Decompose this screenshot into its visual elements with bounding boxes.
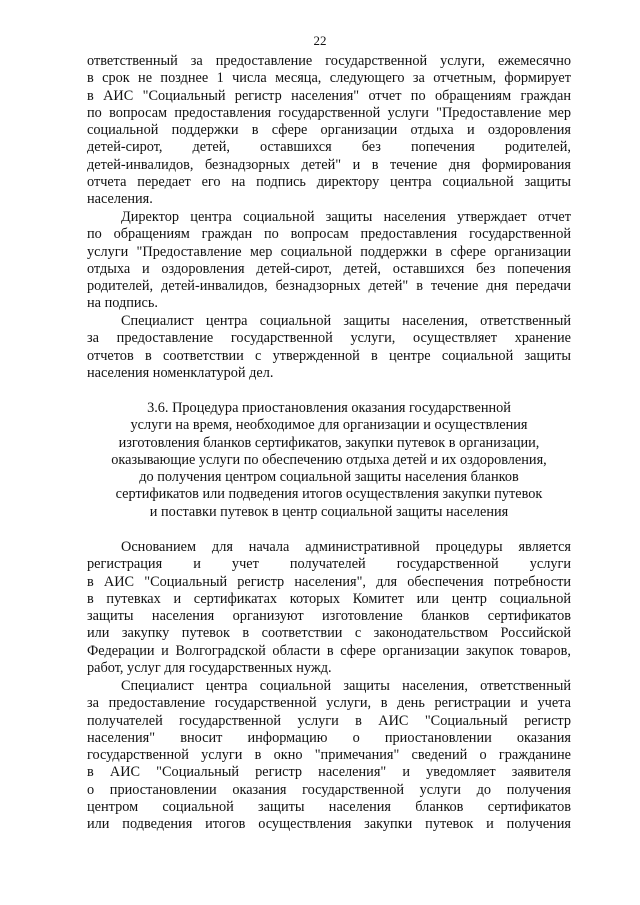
text-line: родителей, детей-инвалидов, безнадзорных детей" в течение дня передачи xyxy=(87,278,571,295)
text-line: о приостановлении оказания государственной услуги до получения xyxy=(87,781,571,798)
heading-line: и поставки путевок в центр социальной защиты населения xyxy=(149,503,509,520)
text-line: по вопросам предоставления государственной услуги "Предоставление мер xyxy=(87,104,571,121)
text-line: услуги "Предоставление мер социальной поддержки в сфере организации xyxy=(87,243,571,260)
text-line: Специалист центра социальной защиты населения, ответственный xyxy=(121,313,571,329)
text-line: в АИС "Социальный регистр населения" и уведомляет заявителя xyxy=(87,764,571,781)
heading-line: услуги на время, необходимое для организации и осуществления xyxy=(130,417,528,434)
text-line: социальной поддержки в сфере организации отдыха и оздоровления xyxy=(87,122,571,139)
text-line: регистрация и учет получателей государственной услуги xyxy=(87,556,571,573)
text-line: за предоставление государственной услуги, осуществляет хранение xyxy=(87,330,571,347)
text-line: на подпись. xyxy=(87,295,158,312)
text-line: Директор центра социальной защиты населения утверждает отчет xyxy=(121,209,571,225)
text-line: Федерации и Волгоградской области в сфере организации закупок товаров, xyxy=(87,642,571,659)
text-line: или подведения итогов осуществления закупки путевок и получения xyxy=(87,816,571,833)
text-line: в срок не позднее 1 числа месяца, следующего за отчетным, формирует xyxy=(87,70,571,87)
text-line: получателей государственной услуги в АИС "Социальный регистр xyxy=(87,712,571,729)
paragraph-3 xyxy=(87,313,571,382)
text-line: отдыха и оздоровления детей-сирот, детей, оставшихся без попечения xyxy=(87,260,571,277)
text-line: отчета передает его на подпись директору центра социальной защиты xyxy=(87,174,571,191)
text-line: по обращениям граждан по вопросам предоставления государственной xyxy=(87,226,571,243)
text-line: детей-сирот, детей, оставшихся без попечения родителей, xyxy=(87,139,571,156)
paragraph-2 xyxy=(87,209,571,313)
text-line: ответственный за предоставление государственной услуги, ежемесячно xyxy=(87,53,571,69)
text-line: населения" вносит информацию о приостановлении оказания xyxy=(87,729,571,746)
text-line: отчетов в соответствии с утвержденной в центре социальной защиты xyxy=(87,347,571,364)
text-line: работ, услуг для государственных нужд. xyxy=(87,660,332,677)
heading-line: изготовления бланков сертификатов, закупки путевок в организации, xyxy=(118,434,540,451)
text-line: защиты населения организуют изготовление бланков сертификатов xyxy=(87,608,571,625)
paragraph-5 xyxy=(87,678,571,834)
heading-line: 3.6. Процедура приостановления оказания государственной xyxy=(147,400,511,416)
text-line: государственной услуги в окно "примечания" сведений о гражданине xyxy=(87,747,571,764)
text-line: или закупку путевок в соответствии с законодательством Российской xyxy=(87,625,571,642)
text-line: центром социальной защиты населения бланков сертификатов xyxy=(87,799,571,816)
text-line: в путевках и сертификатах которых Комитет или центр социальной xyxy=(87,590,571,607)
text-line: населения номенклатурой дел. xyxy=(87,364,274,381)
text-line: населения. xyxy=(87,191,153,208)
text-line: в АИС "Социальный регистр населения" отчет по обращениям граждан xyxy=(87,87,571,104)
paragraph-4 xyxy=(87,539,571,677)
heading-line: до получения центром социальной защиты населения бланков xyxy=(139,469,519,486)
heading-line: сертификатов или подведения итогов осуществления закупки путевок xyxy=(115,486,543,503)
text-line: Основанием для начала административной процедуры является xyxy=(121,539,571,555)
paragraph-1 xyxy=(87,53,571,209)
text-line: Специалист центра социальной защиты населения, ответственный xyxy=(121,678,571,694)
text-line: за предоставление государственной услуги, в день регистрации и учета xyxy=(87,695,571,712)
page-number: 22 xyxy=(313,33,327,48)
section-heading xyxy=(87,400,571,521)
heading-line: оказывающие услуги по обеспечению отдыха детей и их оздоровления, xyxy=(111,451,547,468)
text-line: детей-инвалидов, безнадзорных детей" и в течение дня формирования xyxy=(87,156,571,173)
text-line: в АИС "Социальный регистр населения", для обеспечения потребности xyxy=(87,573,571,590)
